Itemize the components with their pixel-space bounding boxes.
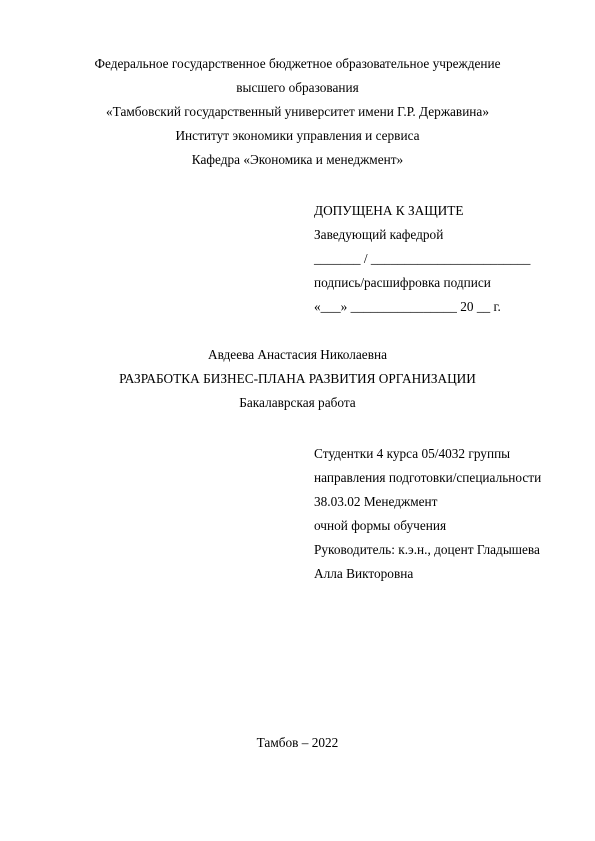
- approval-date-line: «___» ________________ 20 __ г.: [314, 299, 501, 314]
- header-department: Кафедра «Экономика и менеджмент»: [191, 152, 404, 167]
- approval-signature-caption: подпись/расшифровка подписи: [314, 275, 491, 290]
- work-type: Бакалаврская работа: [239, 395, 356, 410]
- city-year: Тамбов – 2022: [256, 735, 339, 750]
- work-title: РАЗРАБОТКА БИЗНЕС-ПЛАНА РАЗВИТИЯ ОРГАНИЗАЦИИ: [119, 371, 476, 386]
- supervisor-name: Алла Викторовна: [314, 566, 414, 581]
- approval-title: ДОПУЩЕНА К ЗАЩИТЕ: [314, 203, 464, 218]
- header-organization: Федеральное государственное бюджетное образовательное учреждение: [94, 56, 501, 71]
- student-course-group: Студентки 4 курса 05/4032 группы: [314, 446, 511, 461]
- approval-signature-line: _______ / ________________________: [314, 251, 531, 266]
- approval-role: Заведующий кафедрой: [314, 227, 444, 242]
- student-specialty: 38.03.02 Менеджмент: [314, 494, 438, 509]
- header-institute: Институт экономики управления и сервиса: [175, 128, 420, 143]
- supervisor-line: Руководитель: к.э.н., доцент Гладышева: [314, 542, 540, 557]
- header-education-level: высшего образования: [236, 80, 359, 95]
- student-direction-label: направления подготовки/специальности: [314, 470, 542, 485]
- header-university: «Тамбовский государственный университет имени Г.Р. Державина»: [106, 104, 489, 119]
- student-study-form: очной формы обучения: [314, 518, 447, 533]
- work-author: Авдеева Анастасия Николаевна: [207, 347, 387, 362]
